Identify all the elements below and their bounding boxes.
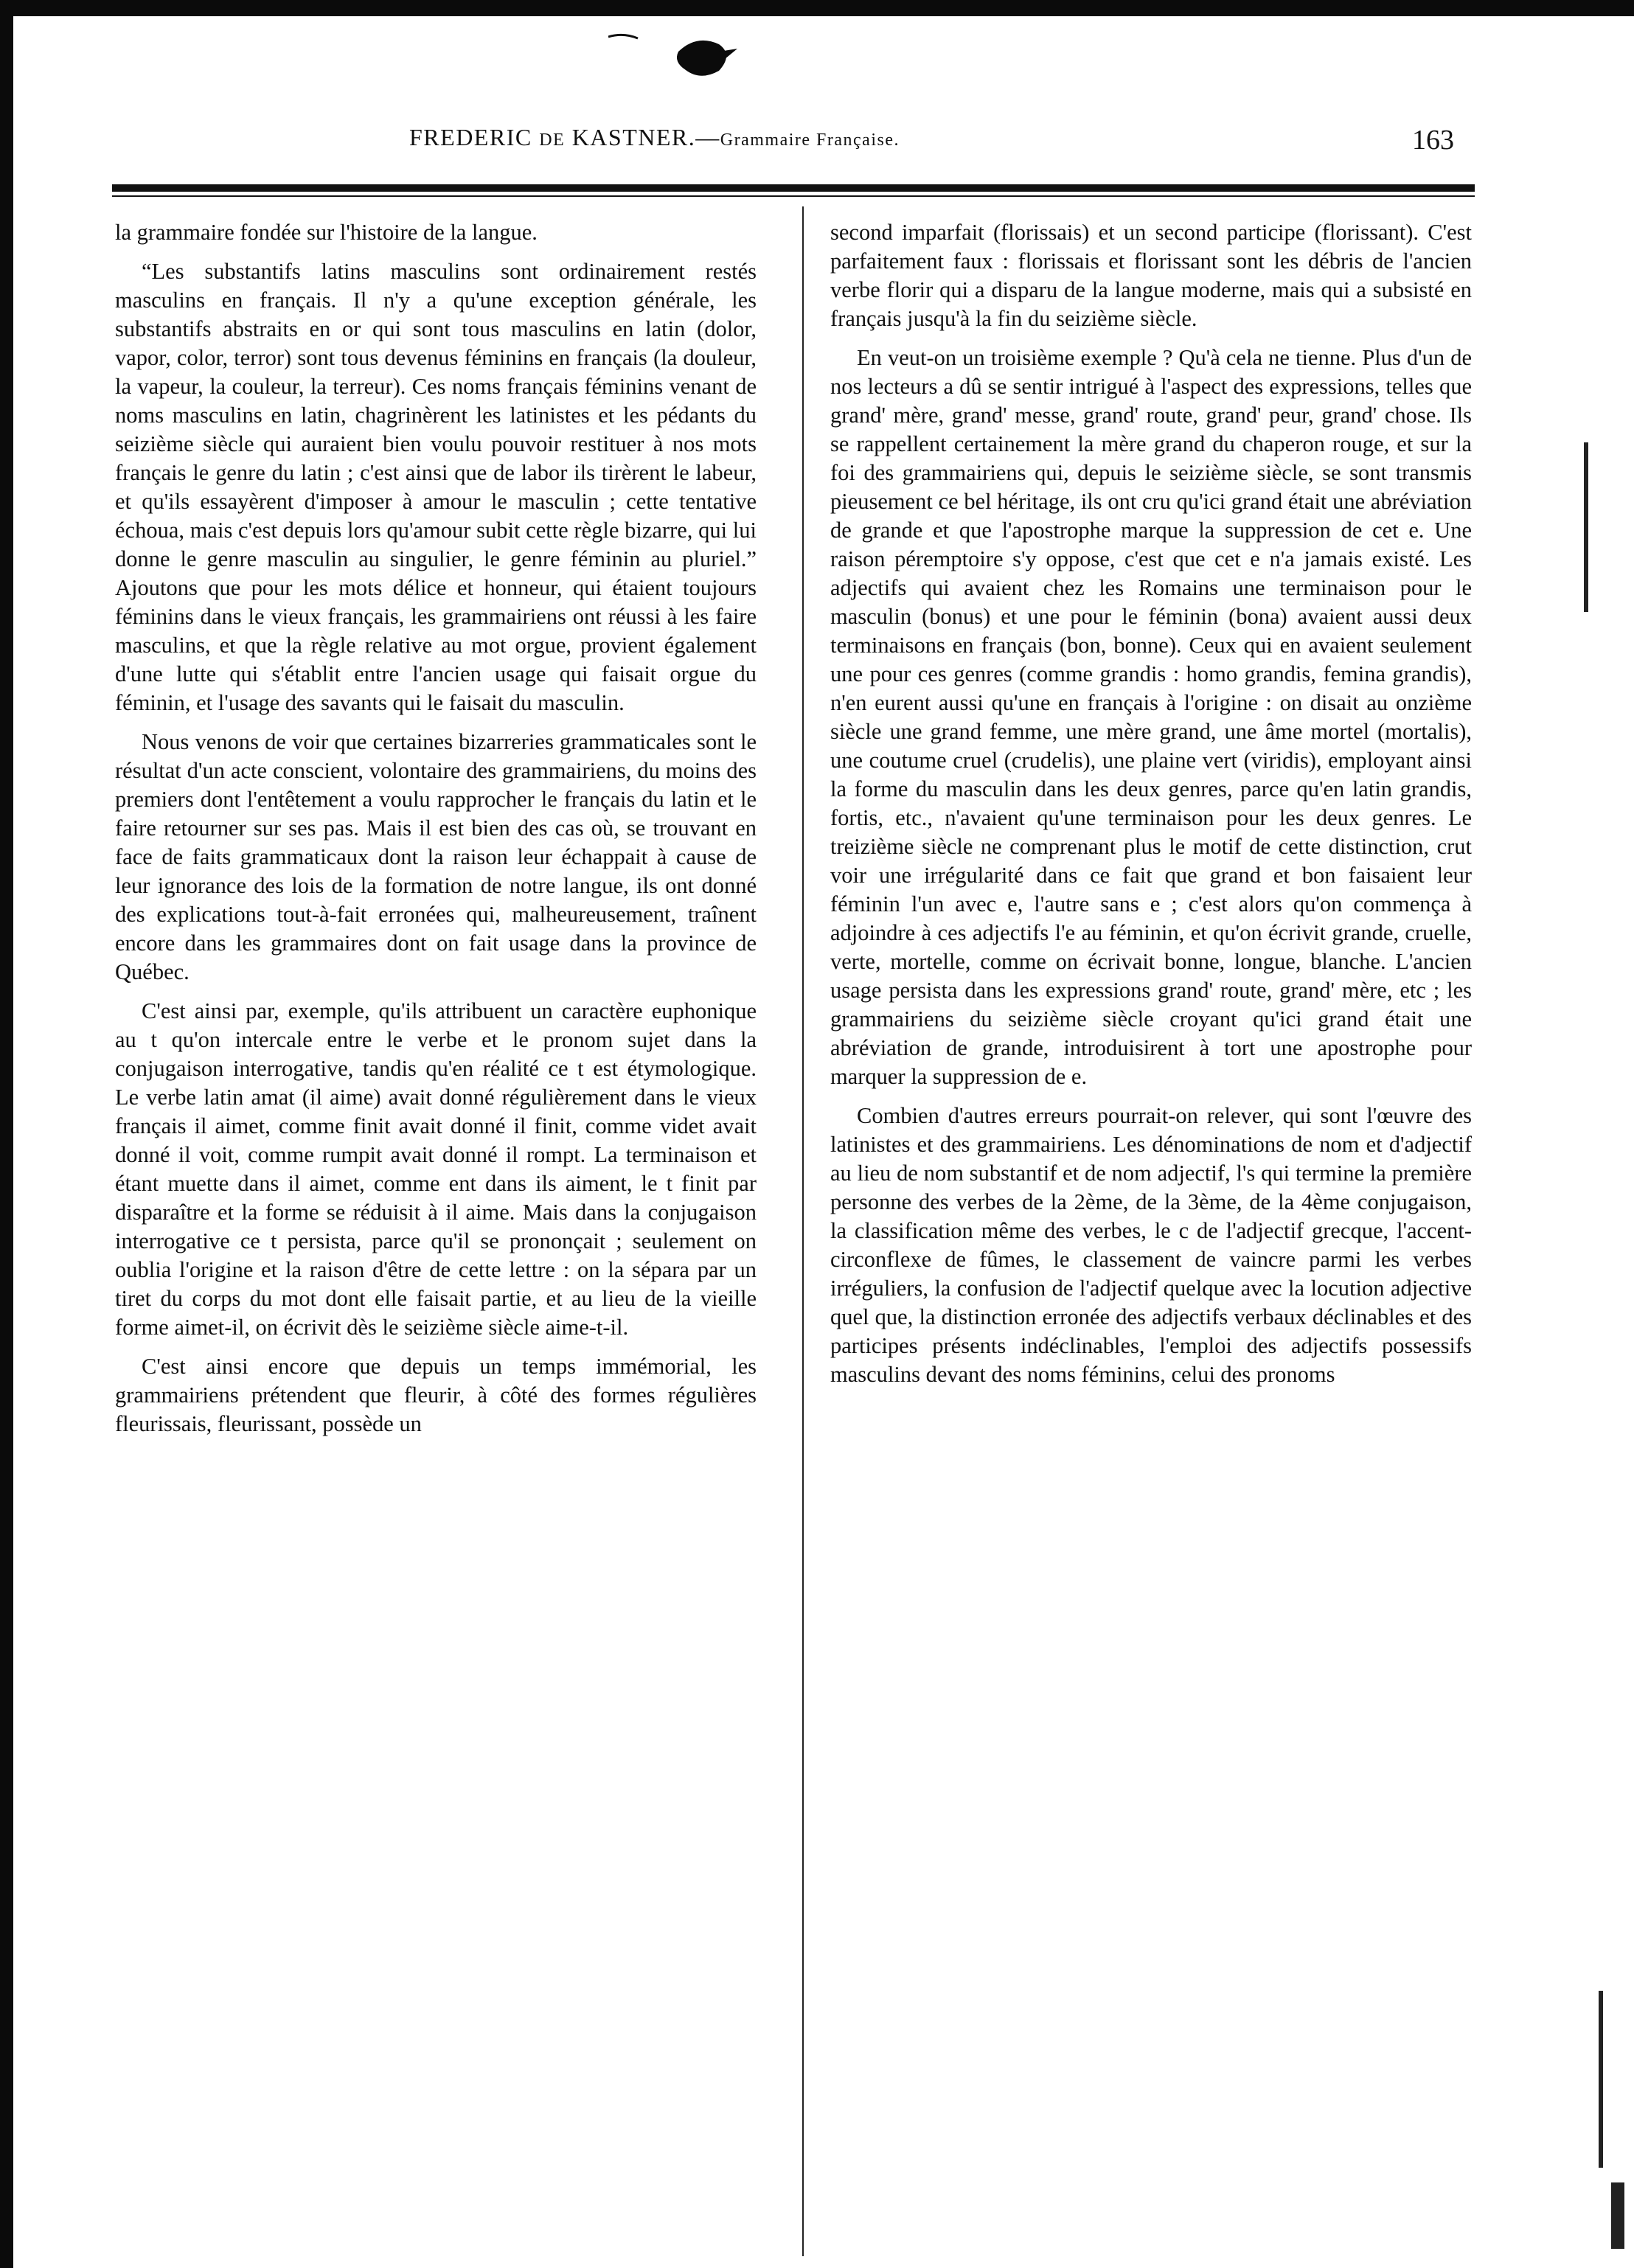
running-header bbox=[409, 124, 1147, 151]
top-border bbox=[0, 0, 1634, 16]
paragraph: second imparfait (florissais) et un second participe (florissant). C'est parfaitement faux : florissais et florissant sont les débris de l'ancien verbe florir qui a disparu de la langue moderne, mais qui a subsisté en français jusqu'à la fin du seizième siècle. bbox=[830, 220, 1472, 331]
paragraph: En veut-on un troisième exemple ? Qu'à cela ne tienne. Plus d'un de nos lecteurs a dû se sentir intrigué à l'aspect des expressions, telles que grand' mère, grand' messe, grand' route, grand' peur, grand' chose. Ils se rappellent certainement la mère grand du chaperon rouge, et sur la foi des grammairiens qui, depuis le seizième siècle, se sont transmis pieusement ce bel héritage, ils ont cru qu'ici grand était une abréviation de grande et que l'apostrophe marque la suppression de cet e. Une raison péremptoire s'y oppose, c'est que cet e n'a jamais existé. Les adjectifs qui avaient chez les Romains une terminaison pour le masculin (bonus) et une pour le féminin (bona) avaient aussi deux terminaisons en français (bon, bonne). Ceux qui en avaient seulement une pour ces genres (comme grandis : homo grandis, femina grandis), n'en eurent aussi qu'une en français à l'origine : on disait au onzième siècle une grand femme, une mère grand, une âme mortel (mortalis), une coutume cruel (crudelis), une plaine vert (viridis), employant ainsi la forme du masculin dans les deux genres, parce qu'en latin grandis, fortis, etc., n'avaient qu'une terminaison pour les deux genres. Le treizième siècle ne comprenant plus le motif de cette distinction, crut voir une irrégularité dans ce fait que grand et bon faisaient leur féminin l'un avec e, l'autre sans e ; c'est alors qu'on commença à adjoindre à ces adjectifs l'e au féminin, et qu'on écrivit grande, cruelle, verte, mortelle, comme on écrivait bonne, longue, blanche. L'ancien usage persista dans les expressions grand' route, grand' mère, etc ; les grammairiens du seizième siècle croyant qu'ici grand était une abréviation de grande, introduisirent à tort une apostrophe pour marquer la suppression de e. bbox=[830, 345, 1472, 1089]
margin-mark bbox=[1584, 442, 1588, 612]
header-particle: DE bbox=[539, 131, 566, 150]
paragraph: Nous venons de voir que certaines bizarreries grammaticales sont le résultat d'un acte conscient, volontaire des grammairiens, du moins des premiers dont l'entêtement a voulu rapprocher le français du latin et le faire retourner sur ses pas. Mais il est bien des cas où, se trouvant en face de faits grammaticaux dont la raison leur échappait à cause de leur ignorance des lois de la formation de notre langue, ils ont donné des explications tout-à-fait erronées qui, malheureusement, traînent encore dans les grammaires dont on fait usage dans la province de Québec. bbox=[115, 729, 757, 984]
column-divider bbox=[802, 206, 804, 2256]
paragraph: C'est ainsi par, exemple, qu'ils attribuent un caractère euphonique au t qu'on intercale entre le verbe et le pronom sujet dans la conjugaison interrogative, tandis qu'en réalité ce t est étymologique. Le verbe latin amat (il aime) avait donné régulièrement dans le vieux français il aimet, comme finit avait donné il finit, comme videt avait donné il voit, comme rumpit avait donné il rompt. La terminaison et étant muette dans il aimet, comme ent dans ils aiment, le t finit par disparaître et la forme se réduisit à il aime. Mais dans la conjugaison interrogative ce t persista, parce qu'il se prononçait ; seulement on oublia l'origine et la raison d'être de cette lettre : on la sépara par un tiret du corps du mot dont elle faisait partie, et au lieu de la vieille forme aimet-il, on écrivit dès le seizième siècle aime-t-il. bbox=[115, 998, 757, 1340]
paragraph: C'est ainsi encore que depuis un temps immémorial, les grammairiens prétendent que fleurir, à côté des formes régulières fleurissais, fleurissant, possède un bbox=[115, 1354, 757, 1436]
header-surname: KASTNER.— bbox=[571, 124, 720, 150]
margin-mark bbox=[1599, 1991, 1603, 2168]
page-number: 163 bbox=[1412, 125, 1454, 156]
header-title: Grammaire Française. bbox=[720, 131, 900, 150]
paragraph: “Les substantifs latins masculins sont ordinairement restés masculins en français. Il n'y a qu'une exception générale, les substantifs abstraits en or qui sont tous masculins en latin (dolor, vapor, color, terror) sont tous devenus féminins en français (la douleur, la vapeur, la couleur, la terreur). Ces noms français féminins venant de noms masculins en latin, chagrinèrent les latinistes et les pédants du seizième siècle qui auraient bien voulu pouvoir restituer à nos mots français le genre du latin ; c'est ainsi que de labor ils tirèrent le labeur, et qu'ils essayèrent d'imposer à amour le masculin ; cette tentative échoua, mais c'est depuis lors qu'amour subit cette règle bizarre, qui lui donne le genre masculin au singulier, le genre féminin au pluriel.” Ajoutons que pour les mots délice et honneur, qui étaient toujours féminins dans le vieux français, les grammairiens ont réussi à les faire masculins, et que la règle relative au mot orgue, provient également d'une lutte qui s'établit entre l'ancien usage qui faisait orgue du féminin, et l'usage des savants qui le faisait du masculin. bbox=[115, 259, 757, 715]
left-border bbox=[0, 0, 13, 2268]
header-author: FREDERIC bbox=[409, 124, 532, 150]
printer-ornament bbox=[608, 29, 763, 81]
header-rule-thin bbox=[112, 195, 1475, 197]
right-column bbox=[830, 218, 1472, 1399]
left-column bbox=[115, 218, 757, 1449]
paragraph: Combien d'autres erreurs pourrait-on relever, qui sont l'œuvre des latinistes et des grammairiens. Les dénominations de nom et d'adjectif au lieu de nom substantif et de nom adjectif, l's qui termine la première personne des verbes de la 2ème, de la 3ème, de la 4ème conjugaison, la classification même des verbes, le c de l'adjectif grecque, l'accent-circonflexe de fûmes, le classement de vaincre parmi les verbes irréguliers, la confusion de l'adjectif quelque avec la locution adjective quel que, la distinction erronée des adjectifs verbaux déclinables et des participes présents indéclinables, l'emploi des adjectifs possessifs masculins devant des noms féminins, celui des pronoms bbox=[830, 1103, 1472, 1387]
margin-mark bbox=[1611, 2182, 1624, 2249]
paragraph: la grammaire fondée sur l'histoire de la langue. bbox=[115, 220, 538, 245]
header-rule-thick bbox=[112, 184, 1475, 192]
